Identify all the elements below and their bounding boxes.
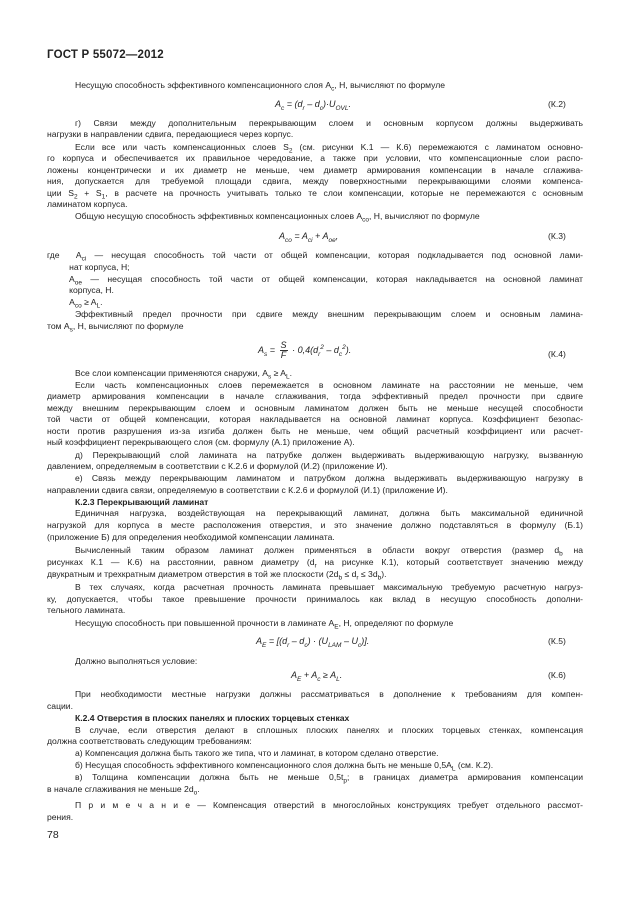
text-line-p18: б) Несущая способность эффективного компенсационного слоя должна быть не меньше $0,5A_L$ (см. К.2). [75,760,494,773]
text-line-p20a: П р и м е ч а н и е — Компенсация отверстий в многослойных конструкциях требует отдельного рассмот- [75,800,583,810]
text-line-h1: К.2.3 Перекрывающий ламинат [75,497,209,507]
text-line-p10a: Единичная нагрузка, воздействующая на перекрывающий ламинат, должна быть максимальной единичной [75,508,583,518]
text-line-p2a: г) Связи между дополнительным перекрывающим слоем и основным корпусом должны выдерживать [75,118,583,128]
text-line-p15a: При необходимости местные нагрузки должны рассматриваться в дополнение к требованиям для компен- [75,689,583,699]
text-line-w3: $A_{co} \ge A_L$. [62,297,103,310]
text-line-w2a: $A_{oe}$ — несущая способность той части от общей компенсации, которая накладывается на основной ламинат [69,274,583,287]
text-line-p9a: е) Связь между перекрывающим ламинатом и патрубком должна выдерживать выдерживающую нагрузку в [75,473,583,483]
text-line-p8b: давлением, определяемым в соответствии с К.2.6 и формулой (И.2) (приложение И). [47,461,388,471]
text-line-p6: Все слои компенсации применяются снаружи, $A_s \ge A_L$. [75,368,293,381]
formula-number-k3: (К.3) [548,231,566,241]
text-line-w1b: нат корпуса, Н; [62,262,130,272]
text-line-p1: Несущую способность эффективного компенсационного слоя $A_c$, Н, вычисляют по формуле [75,80,446,93]
text-line-p17: а) Компенсация должна быть такого же типа, что и ламинат, в котором сделано отверстие. [75,748,439,758]
text-line-p10c: (приложение Б) для определения необходимой компенсации ламината. [47,532,335,542]
text-line-w1a: где $A_{ci}$ — несущая способность той части от общей компенсации, которая подкладывается под основной лами- [47,250,583,263]
text-line-p12a: В тех случаях, когда расчетная прочность ламината превышает максимальную требуемую расчетную нагруз- [75,582,583,592]
page-header: ГОСТ Р 55072—2012 [47,49,164,61]
formula-k4-denominator: F [280,350,287,360]
text-line-p11b: рисунках К.1 — К.6) на расстоянии, равном диаметру ($d_r$ на рисунке К.1), который соответствует значению между [47,557,583,570]
formula-k4-lhs: $A_s$ = [258,344,276,358]
text-line-p11c: двукратным и трехкратным диаметром отверстия в той же плоскости $(2d_b \le d_r \le 3d_b)$. [47,569,387,582]
formula-k4 [258,341,351,360]
text-line-p3d: ния, допускается для требуемой площади сдвига, между поверхностными перекрывающими слоями компенса- [47,176,583,186]
text-line-p3b: го корпуса и обеспечивается их правильное чередование, а также при условии, что компенсационные слои распо- [47,153,583,163]
formula-number-k6: (К.6) [548,670,566,680]
text-line-p16b: должна соответствовать следующим требованиям: [47,736,252,746]
text-line-w2b: корпуса, Н. [62,285,114,295]
text-line-p3e: ции $S_2 + S_1$, в расчете на прочность учитывать только те слои компенсации, которые не перемежаются с основным [47,188,583,201]
formula-k5: $A_E = [(d_r - d_c) \cdot (U_{LAM} - U_c)]$. [256,636,370,649]
text-line-p20b: рения. [47,812,74,822]
formula-k4-number: (К.4) [548,349,566,359]
formula-number-k2: (К.2) [548,99,566,109]
text-line-p7e: ности против разрушения из-за изгиба должен быть не меньше, чем общий расчетный коэффициент или расчет- [47,426,583,436]
text-line-p7b: диаметр армирования компенсации в начале сглаживания, тогда эффективный предел прочности при сдвиге [47,391,583,401]
formula-k4-rhs: · $0,4(d_r^2 - d_c^2)$. [292,343,352,358]
text-line-p3c: ложены концентрически и их диаметр не меньше, чем диаметр армирования компенсации в начале сглажива- [47,165,583,175]
text-line-p10b: нагрузкой для корпуса в месте расположения отверстия, и это значение должно подставляться в формулу (Б.1) [47,520,583,530]
text-line-p7d: той части от общей компенсации, которая накладывается на основной ламинат корпуса. Коэффициент безопас- [47,414,583,424]
text-line-p19a: в) Толщина компенсации должна быть не меньше $0,5t_p$; в границах диаметра армирования компенсации [75,772,583,785]
formula-number-k5: (К.5) [548,636,566,646]
formula-k4-numerator: S [280,340,287,350]
text-line-h2: К.2.4 Отверстия в плоских панелях и плоских торцевых стенках [75,713,350,723]
text-line-p19b: в начале сглаживания не меньше $2d_o$. [47,784,200,797]
text-line-p15b: сации. [47,701,73,711]
text-line-p16a: В случае, если отверстия делают в сплошных плоских панелях и плоских торцевых стенках, компенсация [75,725,583,735]
text-line-p12c: тельного ламината. [47,605,126,615]
formula-k6: $A_E + A_c \ge A_L$. [291,670,343,683]
page-number: 78 [47,829,59,841]
text-line-p7c: между внешним перекрывающим слоем и основным ламинатом должен быть не меньше несущей способности [47,403,583,413]
text-line-p7a: Если часть компенсационных слоев перемежается в основном ламинате на расстоянии не меньше, чем [75,380,583,390]
text-line-p7f: ный коэффициент перекрывающего слоя (см. формулу (А.1) приложение А). [47,437,355,447]
formula-k4-fraction [280,341,288,360]
text-line-p2b: нагрузки в направлении сдвига, передающиеся через корпус. [47,129,294,139]
formula-k3: $A_{co} = A_{ci} + A_{oe}$, [279,231,339,244]
text-line-p4: Общую несущую способность эффективных компенсационных слоев $A_{co}$, Н, вычисляют по формуле [75,211,480,224]
text-line-p8a: д) Перекрывающий слой ламината на патрубке должен выдерживать выдерживающую нагрузку, вызванную [75,450,583,460]
text-line-p11a: Вычисленный таким образом ламинат должен применяться в области вокруг отверстия (размер $d_b$ на [75,545,583,558]
text-line-p14: Должно выполняться условие: [75,656,198,666]
text-line-p13: Несущую способность при повышенной прочности в ламинате $A_E$, Н, определяют по формуле [75,618,454,631]
text-line-p3a: Если все или часть компенсационных слоев $S_2$ (см. рисунки K.1 — К.6) перемежаются с ламинатом основно- [75,142,583,155]
text-line-p5a: Эффективный предел прочности при сдвиге между внешним перекрывающим слоем и основным ламина- [75,309,583,319]
text-line-p5b: том $A_s$, Н, вычисляют по формуле [47,321,184,334]
text-line-p9b: направлении сдвига связи, определяемую в соответствии с К.2.6 и формулой (И.1) (приложение И). [47,485,448,495]
formula-k2: $A_c = (d_r - d_c)\cdot U_{OVL}$. [275,99,351,112]
text-line-p3f: ламинатом корпуса. [47,199,128,209]
text-line-p12b: ку, допускается, чтобы такое превышение прочности принималось как вклад в несущую способность дополни- [47,594,583,604]
